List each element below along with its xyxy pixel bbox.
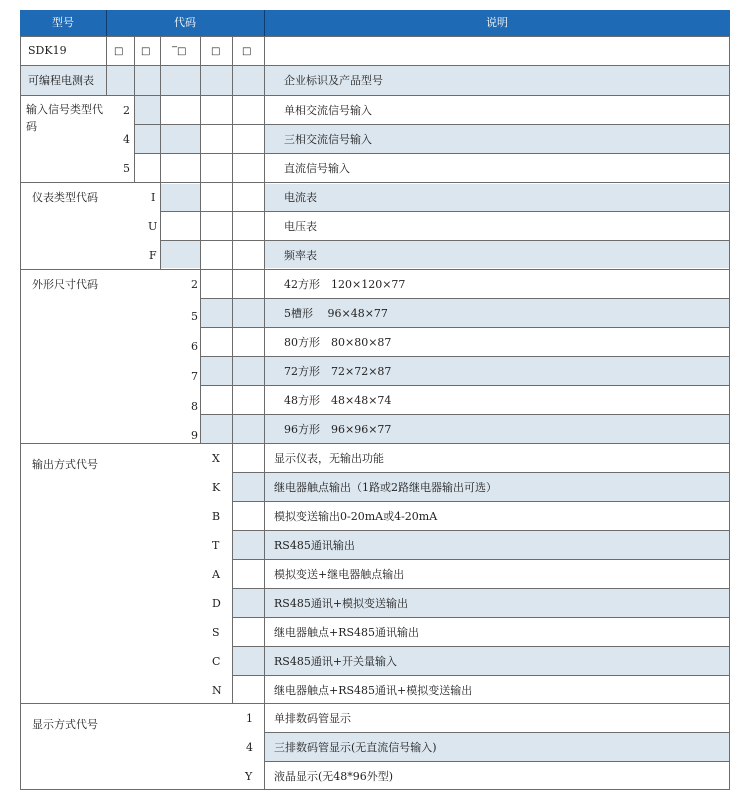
output-code-T: T <box>212 539 220 552</box>
code-slot-1: □ <box>114 46 124 57</box>
shape-desc-7: 72方形 72×72×87 <box>284 365 392 378</box>
output-desc-K: 继电器触点输出（1路或2路继电器输出可选） <box>274 481 497 494</box>
output-desc-C: RS485通讯+开关量输入 <box>274 655 398 668</box>
display-mode-title: 显示方式代号 <box>32 718 98 731</box>
shape-size-title: 外形尺寸代码 <box>32 278 98 291</box>
input-code-5: 5 <box>123 162 130 175</box>
output-desc-A: 模拟变送+继电器触点输出 <box>274 568 405 581</box>
model-name: SDK19 <box>28 44 67 57</box>
code-slot-5: □ <box>242 46 252 57</box>
output-code-C: C <box>212 655 221 668</box>
shape-desc-2: 42方形 120×120×77 <box>284 278 406 291</box>
display-desc-1: 单排数码管显示 <box>274 712 351 725</box>
header-description: 说明 <box>264 10 730 36</box>
code-slot-2: □ <box>141 46 151 57</box>
output-code-N: N <box>212 684 222 697</box>
input-signal-title: 输入信号类型代码 <box>26 103 103 133</box>
shape-code-8: 8 <box>191 400 198 413</box>
shape-code-5: 5 <box>191 310 198 323</box>
input-code-4: 4 <box>123 133 130 146</box>
output-code-K: K <box>212 481 221 494</box>
meter-code-F: F <box>149 249 157 262</box>
output-desc-X: 显示仪表，无输出功能 <box>274 452 384 465</box>
output-desc-N: 继电器触点+RS485通讯+模拟变送输出 <box>274 684 473 697</box>
code-slot-3: ‾□ <box>172 46 187 57</box>
shape-desc-9: 96方形 96×96×77 <box>284 423 392 436</box>
display-code-4: 4 <box>246 741 253 754</box>
input-code-2: 2 <box>123 104 130 117</box>
meter-desc-F: 频率表 <box>284 249 317 262</box>
program-meter-label: 可编程电测表 <box>28 74 94 87</box>
meter-desc-I: 电流表 <box>284 191 317 204</box>
meter-desc-U: 电压表 <box>284 220 317 233</box>
display-code-1: 1 <box>246 712 253 725</box>
shape-code-2: 2 <box>191 278 198 291</box>
display-desc-4: 三排数码管显示(无直流信号输入) <box>274 741 437 754</box>
output-desc-B: 模拟变送输出0-20mA或4-20mA <box>274 510 438 523</box>
output-code-S: S <box>212 626 220 639</box>
code-slot-4: □ <box>211 46 221 57</box>
output-code-B: B <box>212 510 221 523</box>
program-meter-desc: 企业标识及产品型号 <box>284 74 383 87</box>
shape-desc-8: 48方形 48×48×74 <box>284 394 392 407</box>
input-desc-5: 直流信号输入 <box>284 162 350 175</box>
output-desc-D: RS485通讯+模拟变送输出 <box>274 597 409 610</box>
shape-desc-5: 5槽形 96×48×77 <box>284 307 388 320</box>
input-desc-4: 三相交流信号输入 <box>284 133 372 146</box>
meter-code-I: I <box>151 191 156 204</box>
output-mode-title: 输出方式代号 <box>32 458 98 471</box>
output-code-D: D <box>212 597 221 610</box>
output-desc-T: RS485通讯输出 <box>274 539 355 552</box>
output-code-X: X <box>212 452 220 465</box>
shape-code-9: 9 <box>191 429 198 442</box>
meter-type-title: 仪表类型代码 <box>32 191 98 204</box>
input-desc-2: 单相交流信号输入 <box>284 104 372 117</box>
output-desc-S: 继电器触点+RS485通讯输出 <box>274 626 420 639</box>
shape-code-7: 7 <box>191 370 198 383</box>
display-code-Y: Y <box>245 770 253 783</box>
shape-desc-6: 80方形 80×80×87 <box>284 336 392 349</box>
shape-code-6: 6 <box>191 340 198 353</box>
header-model: 型号 <box>20 10 106 36</box>
meter-code-U: U <box>148 220 158 233</box>
display-desc-Y: 液晶显示(无48*96外型) <box>274 770 394 783</box>
header-code: 代码 <box>106 10 264 36</box>
output-code-A: A <box>212 568 220 581</box>
